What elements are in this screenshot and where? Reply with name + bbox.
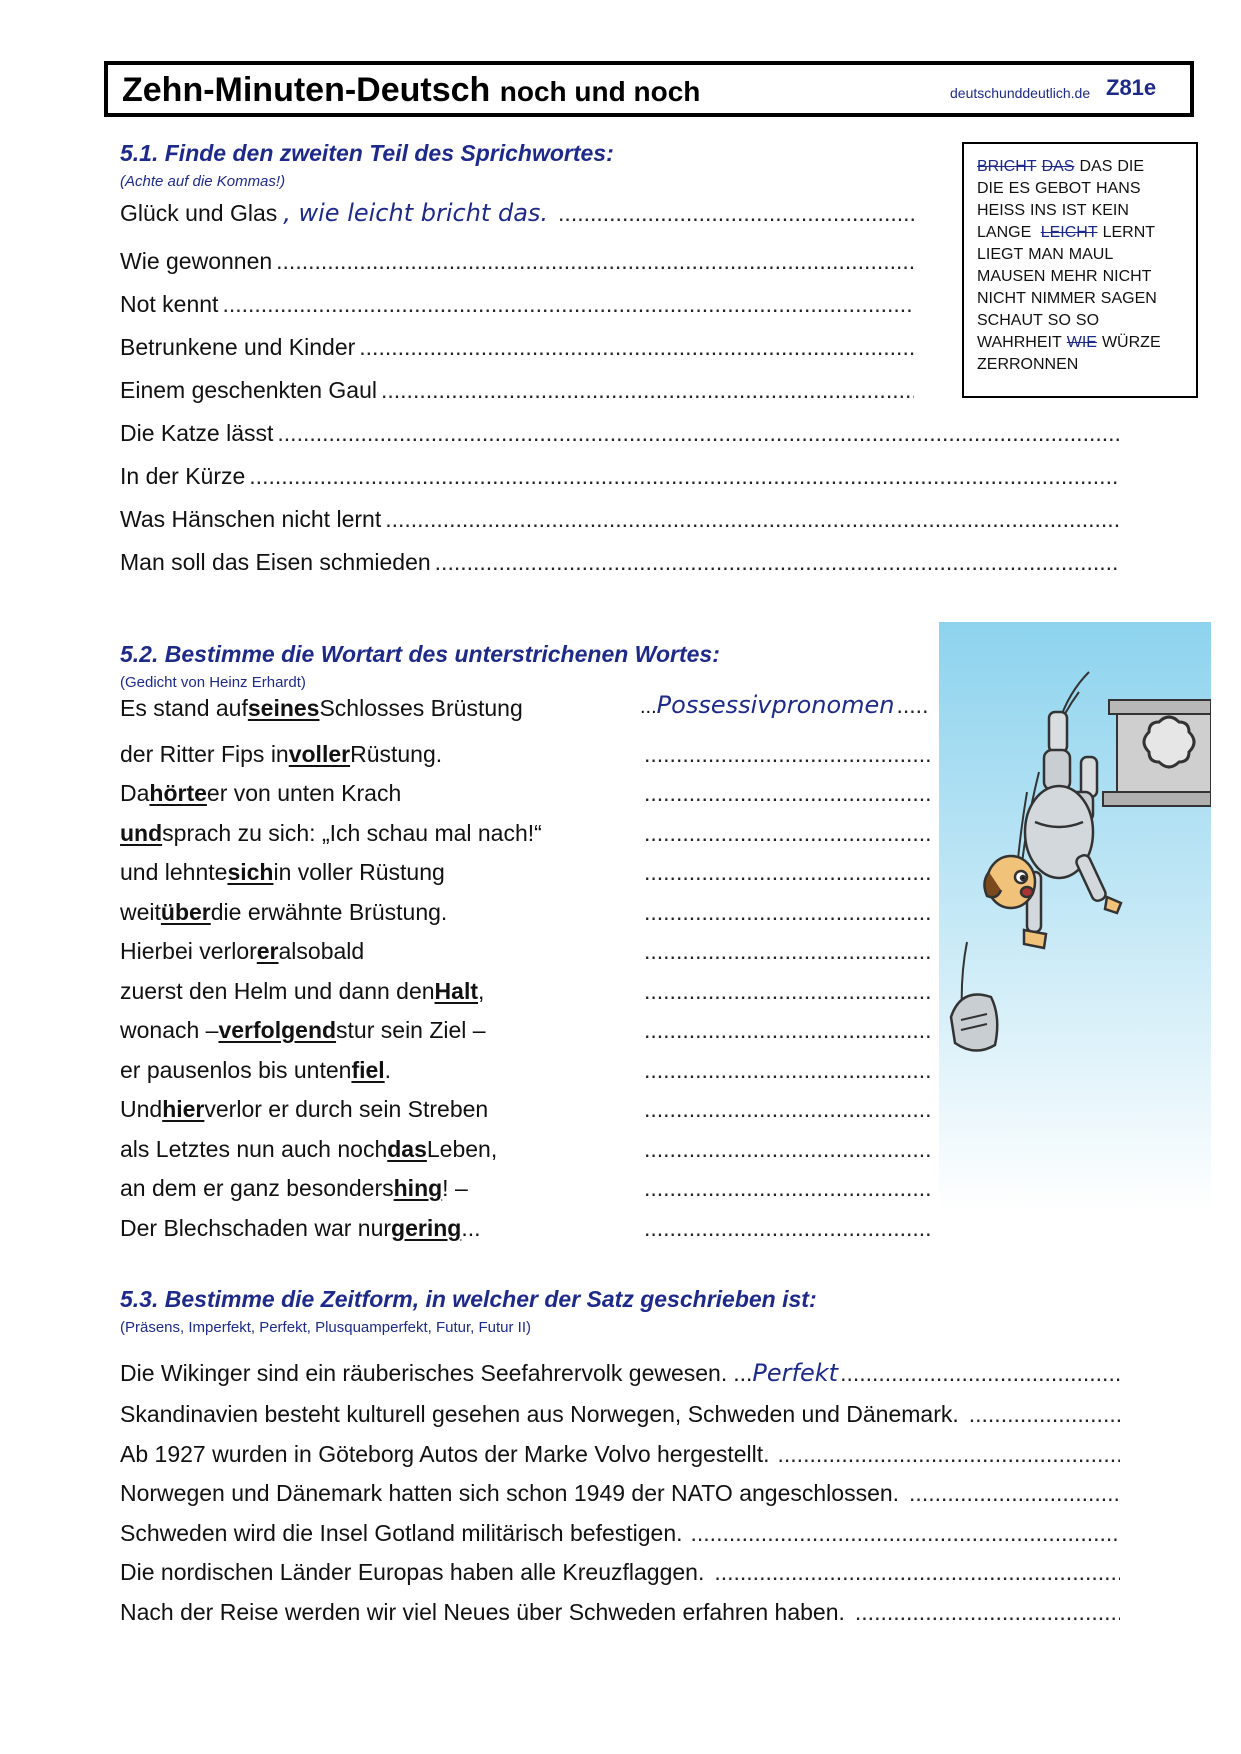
answer-line[interactable]: [840, 1360, 1120, 1387]
underlined-word: das: [387, 1136, 427, 1162]
tense-sentence: Norwegen und Dänemark hatten sich schon 1949 der NATO angeschlossen.: [120, 1480, 900, 1506]
word-chip: NIMMER: [1030, 290, 1096, 307]
poem-line: Es stand auf seines Schlosses Brüstung: [120, 695, 523, 721]
poem-line: Der Blechschaden war nur gering ...: [120, 1215, 481, 1241]
knight-drawing: [939, 622, 1211, 1212]
word-chip: BRICHT: [977, 158, 1037, 175]
word-chip: SO: [1047, 312, 1071, 329]
proverb-prompt: Einem geschenkten Gaul: [120, 377, 377, 403]
poem-line: weit über die erwähnte Brüstung.: [120, 899, 448, 925]
tense-sentence: Skandinavien besteht kulturell gesehen aus Norwegen, Schweden und Dänemark.: [120, 1401, 959, 1427]
answer-line[interactable]: [855, 1599, 1120, 1626]
answer-line[interactable]: [644, 899, 930, 926]
answer-line[interactable]: [644, 859, 930, 886]
poem-line: als Letztes nun auch noch das Leben,: [120, 1136, 498, 1162]
word-chip: SO: [1075, 312, 1100, 329]
word-chip: LERNT: [1102, 224, 1156, 241]
proverb-answer[interactable]: , wie leicht bricht das.: [283, 199, 549, 227]
proverb-row: [120, 420, 1120, 447]
poem-line: der Ritter Fips in voller Rüstung.: [120, 741, 443, 767]
proverb-prompt: Betrunkene und Kinder: [120, 334, 356, 360]
tense-sentence: Ab 1927 wurden in Göteborg Autos der Marke Volvo hergestellt.: [120, 1441, 770, 1467]
word-chip: DAS: [1041, 158, 1075, 175]
wordtype-answer-row: [644, 820, 930, 847]
section-1-title: 5.1. Finde den zweiten Teil des Sprichwortes:: [120, 140, 614, 166]
tense-row: [120, 1559, 1120, 1586]
answer-line[interactable]: [385, 506, 1120, 533]
falling-helmet: [951, 995, 997, 1051]
answer-line[interactable]: [558, 200, 914, 227]
proverb-prompt: Not kennt: [120, 291, 219, 317]
answer-line[interactable]: [644, 1057, 930, 1084]
answer-line[interactable]: [249, 463, 1120, 490]
site-name: deutschunddeutlich.de: [950, 85, 1091, 101]
answer-line[interactable]: [644, 1096, 930, 1123]
word-chip: HANS: [1096, 180, 1141, 197]
underlined-word: er: [256, 938, 279, 964]
wordtype-answer-row: ... Possessivpronomen .....: [640, 691, 930, 719]
wordtype-answer[interactable]: Possessivpronomen: [656, 691, 895, 719]
word-chip: NICHT: [1102, 268, 1152, 285]
proverb-row: [120, 506, 1120, 533]
section-3-note: (Präsens, Imperfekt, Perfekt, Plusquamperfekt, Futur, Futur II): [120, 1319, 531, 1336]
section-1-note: (Achte auf die Kommas!): [120, 173, 286, 190]
poem-line: wonach – verfolgend stur sein Ziel –: [120, 1017, 486, 1043]
word-chip: MAUL: [1068, 246, 1114, 263]
poem-line: Da hörte er von unten Krach: [120, 780, 402, 806]
wordtype-answer-row: [644, 859, 930, 886]
word-chip: KEIN: [1091, 202, 1129, 219]
proverb-prompt: Wie gewonnen: [120, 248, 273, 274]
tense-row: [120, 1401, 1120, 1428]
knight-figure: [984, 712, 1121, 948]
wordtype-answer-row: [644, 1215, 930, 1242]
proverb-prompt: Was Hänschen nicht lernt: [120, 506, 382, 532]
proverb-prompt: In der Kürze: [120, 463, 246, 489]
word-box: [962, 142, 1198, 398]
word-chip: SAGEN: [1100, 290, 1157, 307]
proverb-prompt: Die Katze lässt: [120, 420, 274, 446]
proverb-row: [120, 463, 1120, 490]
poem-line: Hierbei verlor er alsobald: [120, 938, 365, 964]
underlined-word: fiel: [351, 1057, 385, 1083]
answer-line[interactable]: [897, 692, 930, 719]
worksheet-title: Zehn-Minuten-Deutsch noch und noch: [122, 71, 701, 109]
answer-line[interactable]: [359, 334, 914, 361]
word-chip: ZERRONNEN: [977, 356, 1079, 373]
poem-line: er pausenlos bis unten fiel .: [120, 1057, 392, 1083]
falling-knight-illustration: [939, 622, 1211, 1212]
answer-line[interactable]: [644, 1175, 930, 1202]
word-chip: DIE: [1117, 158, 1145, 175]
answer-line[interactable]: [644, 780, 930, 807]
answer-line[interactable]: [969, 1401, 1120, 1428]
proverb-prompt: Glück und Glas: [120, 200, 278, 226]
answer-line[interactable]: [435, 549, 1120, 576]
word-chip: NICHT: [977, 290, 1026, 307]
answer-line[interactable]: [276, 248, 914, 275]
worksheet-subtitle: noch und noch: [499, 76, 701, 107]
word-chip: WÜRZE: [1101, 334, 1161, 351]
word-chip: DAS: [1079, 158, 1113, 175]
word-chip: LANGE: [977, 224, 1032, 241]
answer-line[interactable]: [222, 291, 914, 318]
wordtype-answer-row: [644, 741, 930, 768]
poem-line: an dem er ganz besonders hing ! –: [120, 1175, 468, 1201]
worksheet-code: Z81e: [1106, 75, 1157, 100]
underlined-word: gering: [391, 1215, 462, 1241]
tense-row: Die Wikinger sind ein räuberisches Seefahrervolk gewesen. ... Perfekt .....: [120, 1359, 1120, 1387]
wordtype-answer-row: [644, 899, 930, 926]
wordtype-answer-row: [644, 938, 930, 965]
castle-balcony: [1103, 700, 1211, 806]
word-chip: MEHR: [1050, 268, 1098, 285]
tense-sentence: Nach der Reise werden wir viel Neues über Schweden erfahren haben.: [120, 1599, 845, 1625]
section-2-note: (Gedicht von Heinz Erhardt): [120, 674, 306, 691]
poem-line: Und hier verlor er durch sein Streben: [120, 1096, 489, 1122]
underlined-word: und: [120, 820, 163, 846]
answer-line[interactable]: [644, 1215, 930, 1242]
answer-line[interactable]: [909, 1480, 1120, 1507]
answer-line[interactable]: [644, 938, 930, 965]
underlined-word: hier: [162, 1096, 205, 1122]
poem-line: zuerst den Helm und dann den Halt ,: [120, 978, 485, 1004]
wordtype-answer-row: [644, 1136, 930, 1163]
wordtype-answer-row: [644, 978, 930, 1005]
answer-line[interactable]: [644, 820, 930, 847]
proverb-row: [120, 549, 1120, 576]
word-chip: INS: [1030, 202, 1057, 219]
wordtype-answer-row: [644, 1017, 930, 1044]
underlined-word: über: [160, 899, 211, 925]
proverb-row: [120, 377, 914, 404]
word-chip: HEISS: [977, 202, 1026, 219]
section-2-title: 5.2. Bestimme die Wortart des unterstrichenen Wortes:: [120, 641, 720, 667]
wordtype-answer-row: [644, 1096, 930, 1123]
worksheet-header: [104, 61, 1194, 117]
tense-row: [120, 1441, 1120, 1468]
underlined-word: sich: [227, 859, 274, 885]
answer-line[interactable]: [644, 978, 930, 1005]
wordtype-answer-row: [644, 1175, 930, 1202]
answer-line[interactable]: [714, 1559, 1120, 1586]
underlined-word: verfolgend: [218, 1017, 337, 1043]
poem-line: und sprach zu sich: „Ich schau mal nach!“: [120, 820, 542, 846]
underlined-word: voller: [288, 741, 351, 767]
word-chip: MAN: [1028, 246, 1064, 263]
proverb-row: [120, 334, 914, 361]
answer-line[interactable]: [691, 1520, 1120, 1547]
underlined-word: hörte: [149, 780, 207, 806]
tense-row: [120, 1599, 1120, 1626]
section-3-title: 5.3. Bestimme die Zeitform, in welcher der Satz geschrieben ist:: [120, 1286, 817, 1312]
answer-line[interactable]: [644, 741, 930, 768]
underlined-word: hing: [393, 1175, 443, 1201]
word-chip: SCHAUT: [977, 312, 1043, 329]
proverb-row: [120, 291, 914, 318]
answer-line[interactable]: [277, 420, 1120, 447]
underlined-word: seines: [247, 695, 320, 721]
wordtype-answer-row: [644, 1057, 930, 1084]
word-chip: IST: [1061, 202, 1087, 219]
tense-sentence: Die Wikinger sind ein räuberisches Seefahrervolk gewesen.: [120, 1360, 728, 1386]
word-chip: LIEGT: [977, 246, 1024, 263]
word-chip: GEBOT: [1035, 180, 1092, 197]
word-chip: ES: [1008, 180, 1031, 197]
answer-line[interactable]: [778, 1441, 1120, 1468]
tense-sentence: Schweden wird die Insel Gotland militärisch befestigen.: [120, 1520, 683, 1546]
tense-row: [120, 1520, 1120, 1547]
proverb-row: [120, 248, 914, 275]
wordtype-answer-row: [644, 780, 930, 807]
tense-sentence: Die nordischen Länder Europas haben alle Kreuzflaggen.: [120, 1559, 705, 1585]
word-chip: MAUSEN: [977, 268, 1046, 285]
answer-line[interactable]: [381, 377, 914, 404]
answer-line[interactable]: [644, 1136, 930, 1163]
tense-row: [120, 1480, 1120, 1507]
poem-line: und lehnte sich in voller Rüstung: [120, 859, 445, 885]
word-chip: WIE: [1066, 334, 1097, 351]
tense-answer[interactable]: Perfekt: [752, 1359, 839, 1387]
proverb-row: [120, 199, 914, 227]
underlined-word: Halt: [434, 978, 478, 1004]
word-chip: LEICHT: [1040, 224, 1098, 241]
answer-line[interactable]: [644, 1017, 930, 1044]
proverb-prompt: Man soll das Eisen schmieden: [120, 549, 431, 575]
word-chip: WAHRHEIT: [977, 334, 1062, 351]
word-chip: DIE: [977, 180, 1004, 197]
